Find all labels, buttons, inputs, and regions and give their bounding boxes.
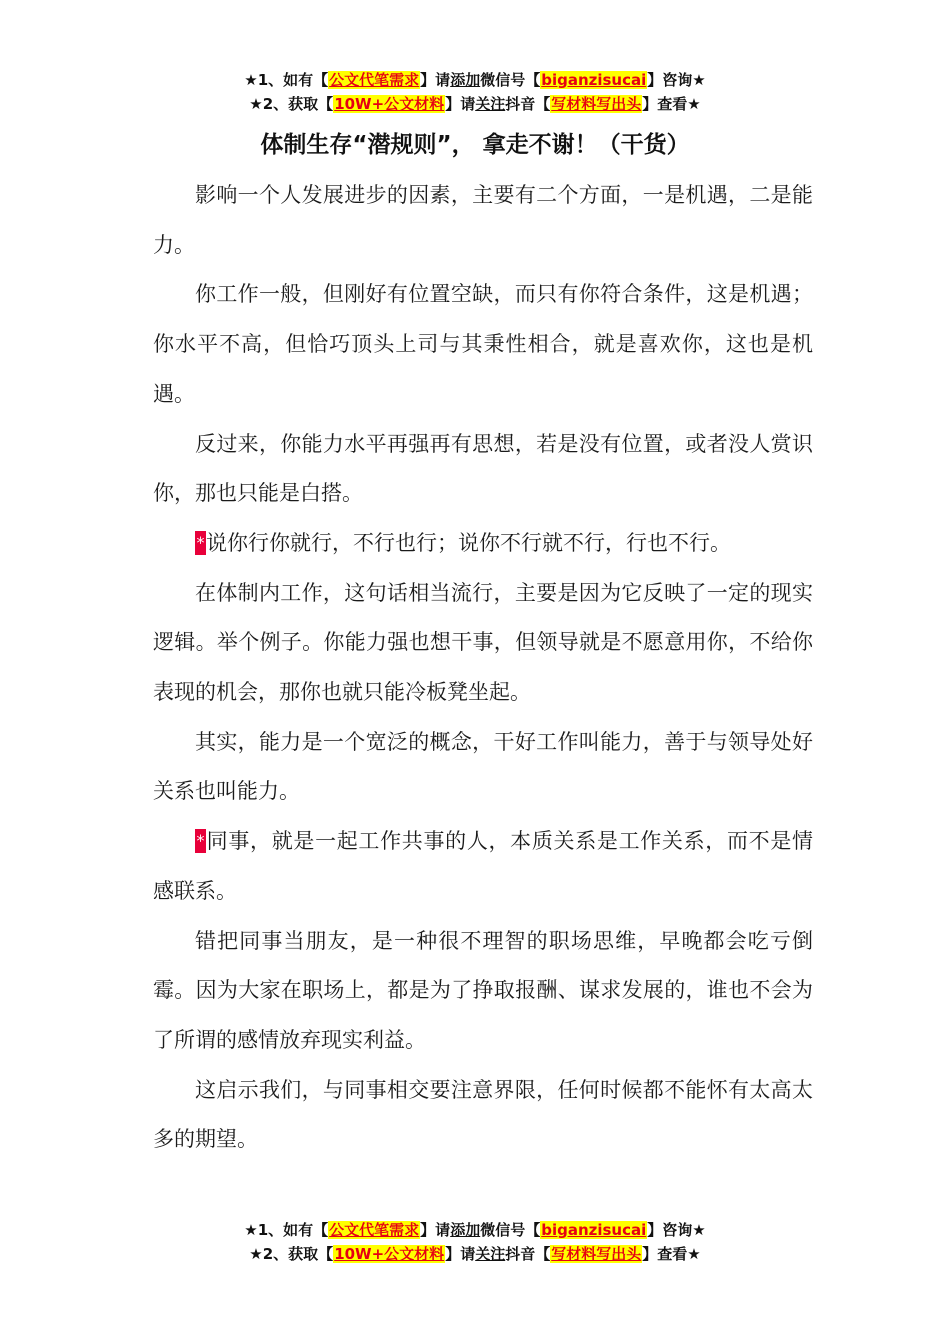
paragraph [153,270,813,419]
highlight-service: 公文代笔需求 [329,1221,420,1239]
highlight-douyin-account: 写材料写出头 [551,1245,642,1263]
banner-text: ★1、如有【 [244,71,329,89]
highlight-service: 公文代笔需求 [329,71,420,89]
paragraph [153,817,813,916]
paragraph-text: 你工作一般，但刚好有位置空缺，而只有你符合条件，这是机遇；你水平不高，但恰巧顶头上司与其秉性相合，就是喜欢你，这也是机遇。 [153,282,813,406]
banner-text: 】请 [420,71,451,89]
document-title: 体制生存“潜规则”， 拿走不谢！（干货） [260,132,690,158]
banner-line-1 [0,1218,950,1242]
paragraph-text: 说你行你就行，不行也行；说你不行就不行，行也不行。 [206,530,731,555]
paragraph-text: 错把同事当朋友，是一种很不理智的职场思维，早晚都会吃亏倒霉。因为大家在职场上，都是为了挣取报酬、谋求发展的，谁也不会为了所谓的感情放弃现实利益。 [153,928,813,1052]
banner-text: 】请 [445,1245,476,1263]
paragraph-text: 影响一个人发展进步的因素，主要有二个方面，一是机遇，二是能力。 [153,183,813,257]
banner-text: 微信号【 [480,1221,541,1239]
paragraph [153,569,813,718]
banner-text: 抖音【 [505,95,551,113]
highlight-douyin-account: 写材料写出头 [551,95,642,113]
banner-text: 】咨询★ [647,1221,706,1239]
asterisk-marker: * [195,531,206,555]
paragraph [153,171,813,270]
banner-text-underlined: 添加 [450,71,481,89]
paragraph [153,1066,813,1165]
highlight-materials: 10W+公文材料 [334,1245,445,1263]
banner-text-underlined: 关注 [475,1245,506,1263]
footer-banner [0,1218,950,1266]
paragraph-text: 同事，就是一起工作共事的人，本质关系是工作关系，而不是情感联系。 [153,829,813,903]
highlight-wechat-id: biganzisucai [541,71,647,89]
banner-text: 】查看★ [642,95,701,113]
banner-text-underlined: 关注 [475,95,506,113]
highlight-wechat-id: biganzisucai [541,1221,647,1239]
document-body [153,171,813,1165]
paragraph [153,519,813,569]
header-banner [0,68,950,116]
paragraph [153,420,813,519]
banner-text: 】查看★ [642,1245,701,1263]
highlight-materials: 10W+公文材料 [334,95,445,113]
paragraph [153,718,813,817]
banner-text: 抖音【 [505,1245,551,1263]
banner-text: 】咨询★ [647,71,706,89]
banner-text: ★2、获取【 [249,1245,334,1263]
banner-text: 微信号【 [480,71,541,89]
banner-text-underlined: 添加 [450,1221,481,1239]
banner-text: 】请 [445,95,476,113]
banner-text: 】请 [420,1221,451,1239]
paragraph-text: 这启示我们，与同事相交要注意界限，任何时候都不能怀有太高太多的期望。 [153,1077,813,1152]
banner-line-2 [0,1242,950,1266]
paragraph-text: 在体制内工作，这句话相当流行，主要是因为它反映了一定的现实逻辑。举个例子。你能力强也想干事，但领导就是不愿意用你，不给你表现的机会，那你也就只能冷板凳坐起。 [153,580,813,705]
banner-line-2 [0,92,950,116]
banner-text: ★2、获取【 [249,95,334,113]
asterisk-marker: * [195,829,206,853]
banner-text: ★1、如有【 [244,1221,329,1239]
paragraph-text: 其实，能力是一个宽泛的概念，干好工作叫能力，善于与领导处好关系也叫能力。 [153,729,813,804]
paragraph [153,917,813,1066]
paragraph-text: 反过来，你能力水平再强再有思想，若是没有位置，或者没人赏识你，那也只能是白搭。 [153,431,813,506]
banner-line-1 [0,68,950,92]
